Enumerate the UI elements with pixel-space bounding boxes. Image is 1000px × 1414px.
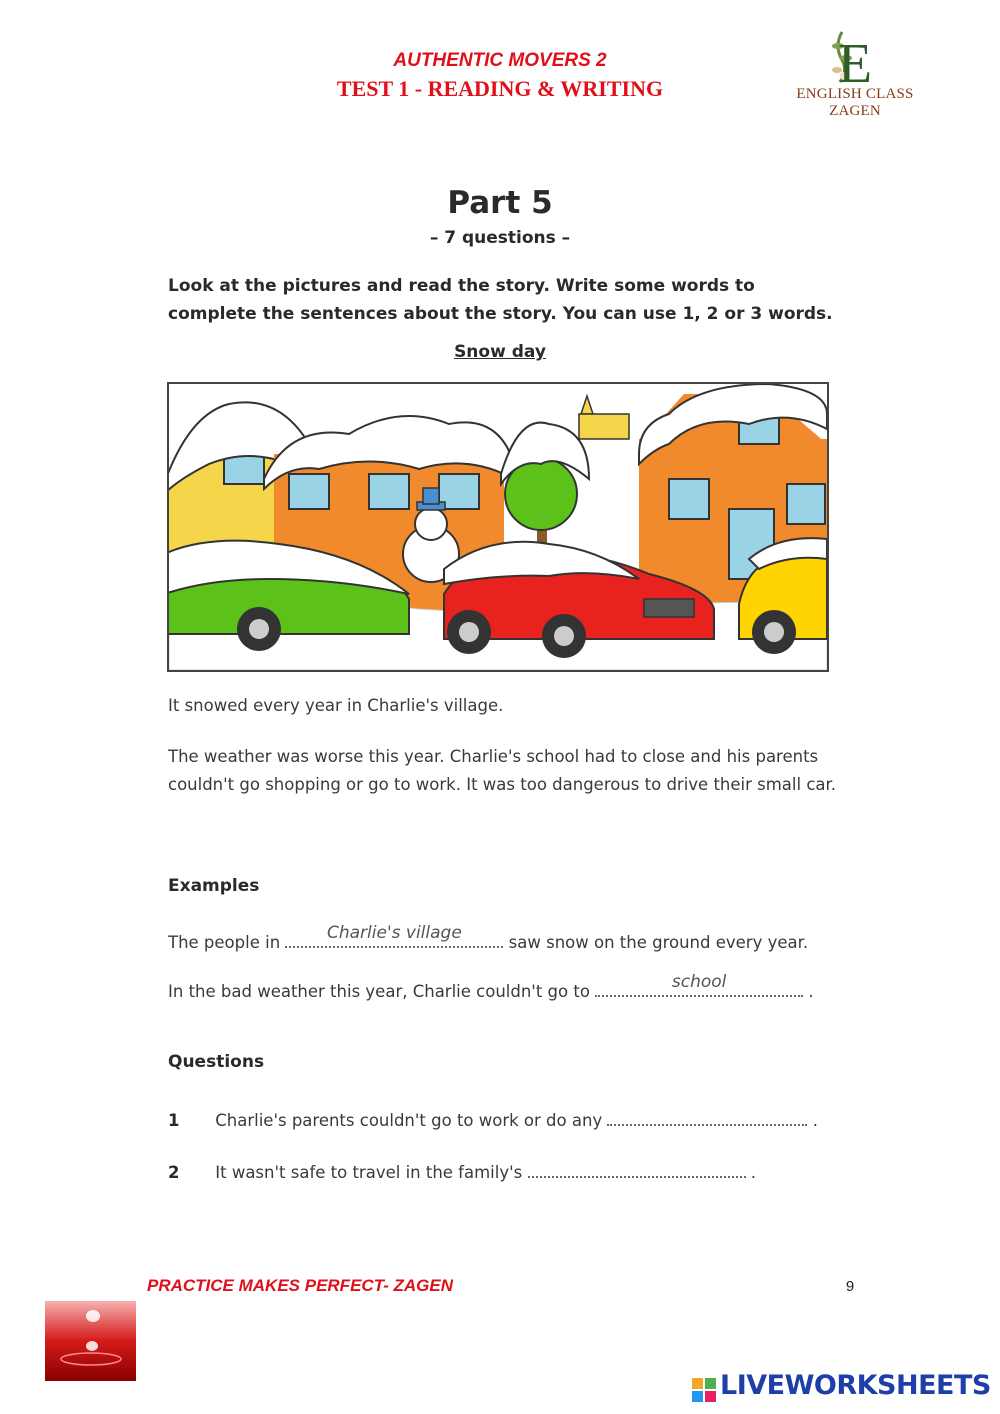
example-2-blank bbox=[595, 972, 803, 997]
part-title: Part 5 bbox=[447, 185, 553, 221]
story-paragraph-2: The weather was worse this year. Charlie's school had to close and his parents couldn't go shopping or go to work. It was too dangerous to drive their small car. bbox=[168, 747, 837, 794]
example-2 bbox=[168, 972, 814, 1001]
question-2-end: . bbox=[750, 1163, 756, 1182]
footer-motto: PRACTICE MAKES PERFECT- ZAGEN bbox=[147, 1276, 454, 1295]
question-2-number: 2 bbox=[168, 1163, 180, 1182]
header-test-title: TEST 1 - READING & WRITING bbox=[336, 76, 664, 101]
instructions: Look at the pictures and read the story. Write some words to complete the sentences about the story. You can use 1, 2 or 3 words. bbox=[168, 276, 833, 324]
examples-heading: Examples bbox=[168, 876, 260, 896]
example-1 bbox=[168, 923, 809, 952]
question-1-answer-input[interactable] bbox=[607, 1106, 807, 1126]
question-2-answer-input[interactable] bbox=[528, 1158, 746, 1178]
water-drop-icon bbox=[45, 1301, 136, 1381]
question-1-text: Charlie's parents couldn't go to work or do any bbox=[215, 1111, 603, 1130]
example-2-before: In the bad weather this year, Charlie couldn't go to bbox=[168, 982, 590, 1001]
story-paragraph-1: It snowed every year in Charlie's village. bbox=[168, 696, 504, 715]
liveworksheets-brand: LIVEWORKSHEETS bbox=[720, 1370, 991, 1401]
example-2-after: . bbox=[808, 982, 814, 1001]
question-2 bbox=[168, 1158, 756, 1182]
liveworksheets-logo-icon bbox=[692, 1378, 716, 1402]
question-1-number: 1 bbox=[168, 1111, 180, 1130]
part-subtitle: – 7 questions – bbox=[429, 228, 571, 248]
question-1-end: . bbox=[812, 1111, 818, 1130]
example-1-after: saw snow on the ground every year. bbox=[508, 933, 809, 952]
logo-letter: E bbox=[837, 33, 873, 95]
snow-day-picture bbox=[167, 382, 829, 672]
page-number: 9 bbox=[845, 1278, 855, 1295]
example-1-answer: Charlie's village bbox=[327, 923, 462, 943]
example-1-before: The people in bbox=[168, 933, 281, 952]
header-series: AUTHENTIC MOVERS 2 bbox=[393, 50, 607, 71]
story-title: Snow day bbox=[454, 342, 546, 362]
question-1 bbox=[168, 1106, 818, 1130]
snow-street-illustration bbox=[169, 384, 827, 670]
questions-heading: Questions bbox=[168, 1052, 265, 1072]
example-1-blank bbox=[285, 923, 503, 948]
question-2-text: It wasn't safe to travel in the family's bbox=[215, 1163, 523, 1182]
logo-text: ENGLISH CLASS ZAGEN bbox=[796, 86, 914, 119]
example-2-answer: school bbox=[671, 972, 727, 992]
yellow-car bbox=[739, 538, 827, 654]
